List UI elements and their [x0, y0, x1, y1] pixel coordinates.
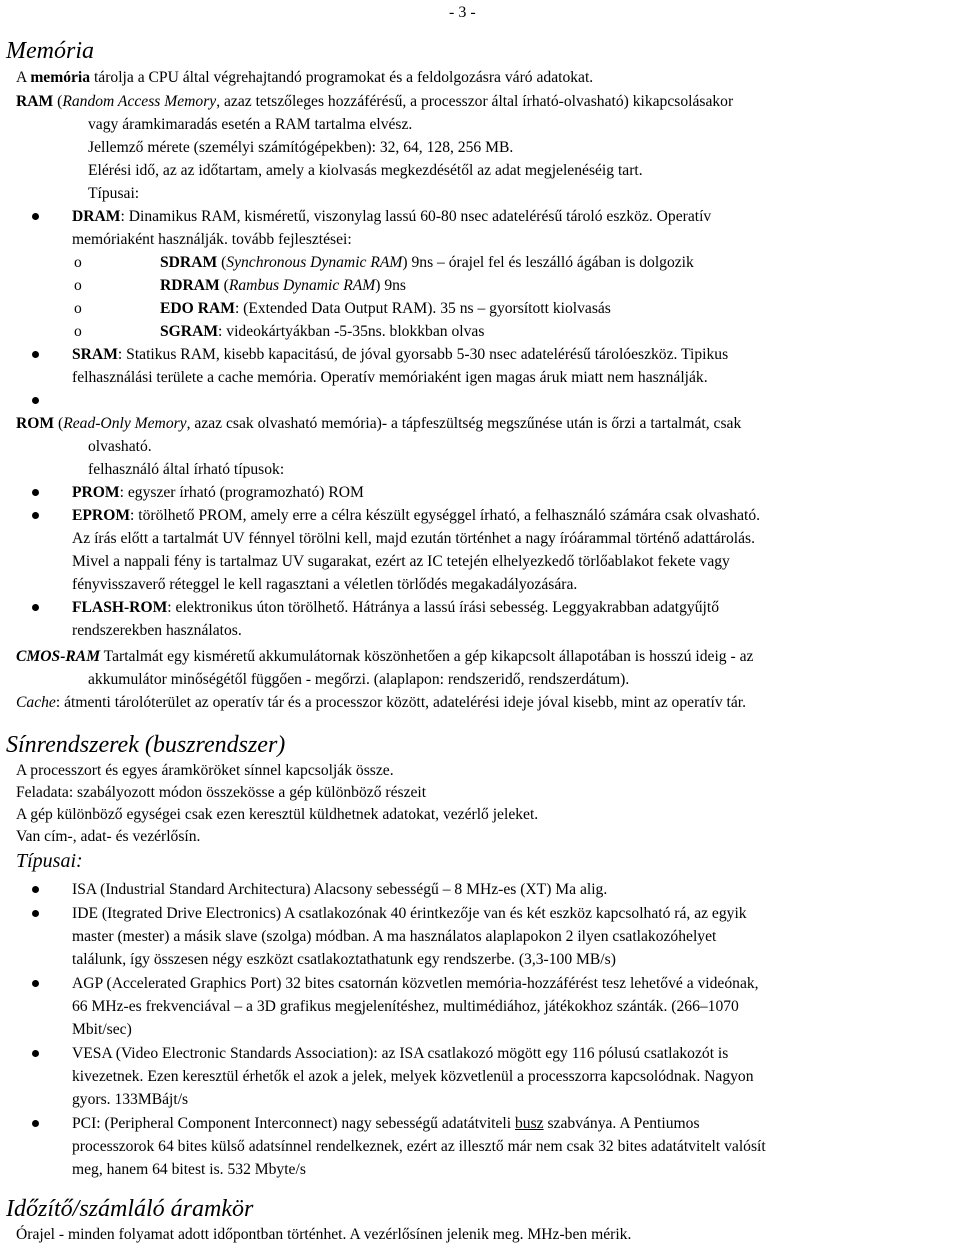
timer-paragraph: Órajel - minden folyamat adott időpontban történhet. A vezérlősínen jelenik meg. MHz-ben mérik.: [16, 1226, 632, 1243]
eprom-line-2: Az írás előtt a tartalmát UV fénnyel törölni kell, majd ezután történhet a nagy íróárammal történő adattárolás.: [72, 530, 755, 547]
eprom-line-1: EPROM: törölhető PROM, amely erre a célra készült egységgel írható, a felhasználó számára csak olvasható.: [72, 507, 761, 524]
vesa-line-3: gyors. 133MBájt/s: [72, 1091, 189, 1108]
eprom-line-4: fényvisszaverő réteggel le kell ragasztani a véletlen törlődés megakadályozására.: [72, 576, 578, 593]
bus-paragraph-1: A processzort és egyes áramköröket sínnel kapcsolják össze.: [16, 762, 394, 779]
bullet-icon: [32, 213, 39, 220]
bus-paragraph-3: A gép különböző egységei csak ezen keresztül küldhetnek adatokat, vezérlő jeleket.: [16, 806, 539, 823]
pci-line-2: processzorok 64 bites külső adatsínnel rendelkeznek, ezért az illesztő már nem csak 32 bites adatátvitelt valósít: [72, 1138, 766, 1155]
pci-line-1: PCI: (Peripheral Component Interconnect) nagy sebességű adatátviteli busz szabványa. A Pentiumos: [72, 1115, 700, 1132]
sub-bullet-icon: o: [74, 323, 82, 340]
ide-line-2: master (mester) a másik slave (szolga) módban. A ma használatos alaplapokon 2 ilyen csatlakozóhelyet: [72, 928, 717, 945]
flash-rom-line-1: FLASH-ROM: elektronikus úton törölhető. Hátránya a lassú írási sebesség. Leggyakrabban adatgyűjtő: [72, 599, 719, 616]
eprom-line-3: Mivel a nappali fény is tartalmaz UV sugarakat, ezért az IC tetején elhelyezkedő törlőablakot fekete vagy: [72, 553, 730, 570]
ram-size: Jellemző mérete (személyi számítógépekben): 32, 64, 128, 256 MB.: [88, 139, 514, 156]
bullet-icon: [32, 910, 39, 917]
vesa-line-1: VESA (Video Electronic Standards Association): az ISA csatlakozó mögött egy 116 pólusú csatlakozót is: [72, 1045, 729, 1062]
flash-rom-line-2: rendszerekben használatos.: [72, 622, 242, 639]
cache-definition: Cache: átmenti tárolóterület az operatív tár és a processzor között, adatelérési ideje jóval kisebb, mint az operatív tár.: [16, 694, 747, 711]
page-number: - 3 -: [449, 4, 476, 21]
bullet-icon: [32, 1120, 39, 1127]
heading-bus-systems: Sínrendszerek (buszrendszer): [6, 732, 286, 758]
ide-line-3: találunk, így összesen négy eszközt csatlakoztathatunk egy rendszerbe. (3,3-100 MB/s): [72, 951, 616, 968]
dram-line-1: DRAM: Dinamikus RAM, kisméretű, viszonylag lassú 60-80 nsec adatelérésű tároló eszköz. Operatív: [72, 208, 712, 225]
sub-bullet-icon: o: [74, 254, 82, 271]
ram-definition-line-2: vagy áramkimaradás esetén a RAM tartalma elvész.: [88, 116, 413, 133]
bullet-icon: [32, 980, 39, 987]
bus-link[interactable]: busz: [515, 1115, 544, 1132]
types-label: Típusai:: [88, 185, 140, 202]
heading-timer-counter: Időzítő/számláló áramkör: [6, 1196, 254, 1222]
edo-ram-item: EDO RAM: (Extended Data Output RAM). 35 ns – gyorsított kiolvasás: [160, 300, 611, 317]
rom-line-2: olvasható.: [88, 438, 152, 455]
cmos-ram-line-2: akkumulátor minőségétől függően - megőrzi. (alaplapon: rendszeridő, rendszerdátum).: [88, 671, 630, 688]
isa-item: ISA (Industrial Standard Architectura) Alacsony sebességű – 8 MHz-es (XT) Ma alig.: [72, 881, 608, 898]
sgram-item: SGRAM: videokártyákban -5-35ns. blokkban olvas: [160, 323, 485, 340]
ram-access-time: Elérési idő, az az időtartam, amely a kiolvasás megkezdésétől az adat megjelenéséig tart.: [88, 162, 643, 179]
memory-intro: A memória tárolja a CPU által végrehajtandó programokat és a feldolgozásra váró adatokat.: [16, 69, 594, 86]
cmos-ram-line-1: CMOS-RAM Tartalmát egy kisméretű akkumulátornak köszönhetően a gép kikapcsolt állapotában is hosszú ideig - az: [16, 648, 754, 665]
bus-types-title: Típusai:: [16, 850, 83, 872]
bullet-icon: [32, 604, 39, 611]
bus-paragraph-4: Van cím-, adat- és vezérlősín.: [16, 828, 201, 845]
bullet-icon: [32, 397, 39, 404]
bus-paragraph-2: Feladata: szabályozott módon összekösse a gép különböző részeit: [16, 784, 427, 801]
bullet-icon: [32, 489, 39, 496]
bullet-icon: [32, 886, 39, 893]
rom-line-1: ROM (Read-Only Memory, azaz csak olvasható memória)- a tápfeszültség megszűnése után is őrzi a tartalmát, csak: [16, 415, 742, 432]
sdram-item: SDRAM (Synchronous Dynamic RAM) 9ns – órajel fel és leszálló ágában is dolgozik: [160, 254, 694, 271]
prom-item: PROM: egyszer írható (programozható) ROM: [72, 484, 364, 501]
sram-line-1: SRAM: Statikus RAM, kisebb kapacitású, de jóval gyorsabb 5-30 nsec adatelérésű tárolóeszköz. Tipikus: [72, 346, 729, 363]
ide-line-1: IDE (Itegrated Drive Electronics) A csatlakozónak 40 érintkezője van és két eszköz kapcsolható rá, az egyik: [72, 905, 747, 922]
bullet-icon: [32, 1050, 39, 1057]
sub-bullet-icon: o: [74, 300, 82, 317]
pci-line-3: meg, hanem 64 bitest is. 532 Mbyte/s: [72, 1161, 306, 1178]
rom-user-types: felhasználó által írható típusok:: [88, 461, 285, 478]
heading-memoria: Memória: [6, 38, 94, 64]
agp-line-2: 66 MHz-es frekvenciával – a 3D grafikus megjelenítéshez, multimédiához, játékokhoz szánták. (266–1070: [72, 998, 739, 1015]
vesa-line-2: kivezetnek. Ezen keresztül érhetők el azok a jelek, melyek közvetlenül a processzorra kapcsolódnak. Nagyon: [72, 1068, 754, 1085]
bullet-icon: [32, 351, 39, 358]
ram-definition-line-1: RAM (Random Access Memory, azaz tetszőleges hozzáférésű, a processzor által írható-olvasható) kikapcsolásakor: [16, 93, 734, 110]
sub-bullet-icon: o: [74, 277, 82, 294]
sram-line-2: felhasználási területe a cache memória. Operatív memóriaként igen magas áruk miatt nem használják.: [72, 369, 708, 386]
bullet-icon: [32, 512, 39, 519]
agp-line-1: AGP (Accelerated Graphics Port) 32 bites csatornán közvetlen memória-hozzáférést tesz lehetővé a videónak,: [72, 975, 759, 992]
dram-line-2: memóriaként használják. tovább fejlesztései:: [72, 231, 352, 248]
agp-line-3: Mbit/sec): [72, 1021, 132, 1038]
rdram-item: RDRAM (Rambus Dynamic RAM) 9ns: [160, 277, 406, 294]
